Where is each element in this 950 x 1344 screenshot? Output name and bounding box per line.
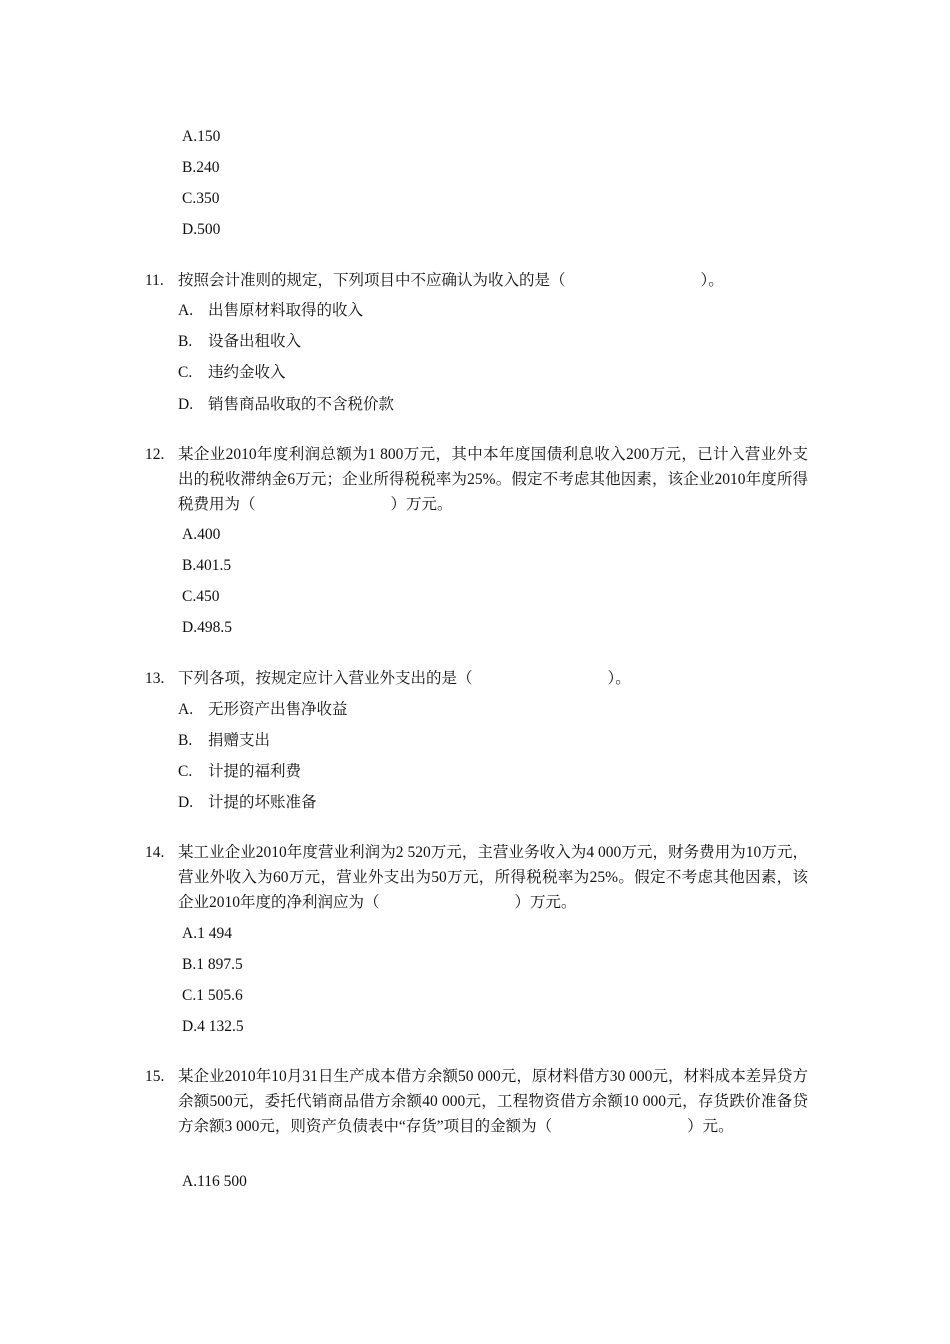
q13-option-b: B. 捐赠支出 xyxy=(178,732,271,749)
q15-option-a: A.116 500 xyxy=(182,1173,247,1190)
q12-option-c: C.450 xyxy=(182,588,220,605)
question-stem: 按照会计准则的规定，下列项目中不应确认为收入的是（ ）。 xyxy=(178,272,724,289)
prev-option-d: D.500 xyxy=(182,221,221,238)
prev-option-a: A.150 xyxy=(182,128,221,145)
question-stem: 某工业企业2010年度营业利润为2 520万元，主营业务收入为4 000万元，财务费用为10万元，营业外收入为60万元，营业外支出为50万元，所得税税率为25%。假定不考虑其他因素，该企业2010年度的净利润应为（ ）万元。 xyxy=(178,844,808,911)
q13-option-a: A. 无形资产出售净收益 xyxy=(178,701,348,718)
q12-option-a: A.400 xyxy=(182,526,221,543)
q12-option-b: B.401.5 xyxy=(182,557,232,574)
prev-option-b: B.240 xyxy=(182,159,220,176)
q14-option-b: B.1 897.5 xyxy=(182,956,243,973)
question-stem: 下列各项，按规定应计入营业外支出的是（ ）。 xyxy=(178,670,631,687)
question-stem: 某企业2010年10月31日生产成本借方余额50 000元，原材料借方30 000元，材料成本差异贷方余额500元，委托代销商品借方余额40 000元，工程物资借方余额10 000元，存货跌价准备贷方余额3 000元，则资产负债表中“存货”项目的金额为（ ）元。 xyxy=(178,1068,808,1135)
question-number: 13. xyxy=(145,670,165,687)
prev-option-c: C.350 xyxy=(182,190,220,207)
q14-option-c: C.1 505.6 xyxy=(182,987,243,1004)
question-number: 15. xyxy=(145,1068,165,1085)
q13-option-c: C. 计提的福利费 xyxy=(178,763,302,780)
question-number: 11. xyxy=(145,272,164,289)
question-number: 14. xyxy=(145,844,165,861)
q14-option-d: D.4 132.5 xyxy=(182,1018,244,1035)
q14-option-a: A.1 494 xyxy=(182,925,232,942)
q13-option-d: D. 计提的坏账准备 xyxy=(178,794,317,811)
q11-option-a: A. 出售原材料取得的收入 xyxy=(178,302,364,319)
question-number: 12. xyxy=(145,446,165,463)
q12-option-d: D.498.5 xyxy=(182,619,232,636)
q11-option-c: C. 违约金收入 xyxy=(178,364,286,381)
q11-option-b: B. 设备出租收入 xyxy=(178,333,302,350)
q11-option-d: D. 销售商品收取的不含税价款 xyxy=(178,396,395,413)
question-stem: 某企业2010年度利润总额为1 800万元，其中本年度国债利息收入200万元，已计入营业外支出的税收滞纳金6万元；企业所得税税率为25%。假定不考虑其他因素，该企业2010年度所得税费用为（ ）万元。 xyxy=(178,446,808,513)
